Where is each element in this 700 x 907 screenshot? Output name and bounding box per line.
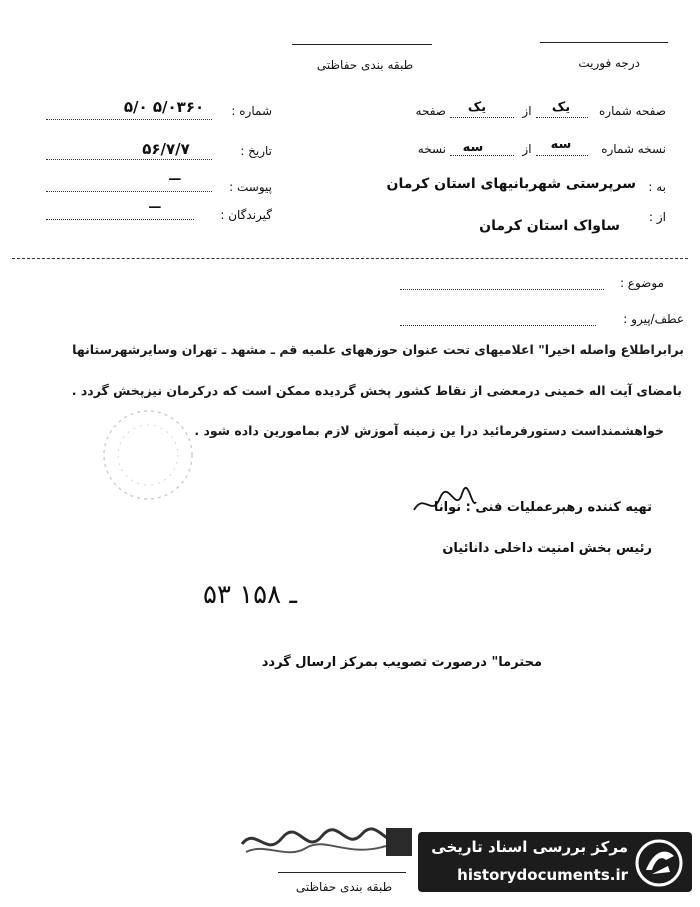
page-number-dots <box>536 116 588 118</box>
footer-rule <box>278 872 406 873</box>
body-line-2: بامضای آیت اله خمینی درمعضی از نقاط کشور پخش گردیده ممکن است که درکرمان نیزپخش گردد . <box>71 383 682 398</box>
copy-number-dots <box>536 154 588 156</box>
recipients-value: — <box>148 200 162 215</box>
date-label: تاریخ : <box>240 144 272 158</box>
signature-scribble <box>410 484 480 524</box>
redacted-stamp-scribble <box>236 822 416 864</box>
classification-rule <box>292 44 432 45</box>
recipients-dots <box>46 218 194 220</box>
from-value: ساواک استان کرمان <box>479 218 620 234</box>
attachment-dots <box>46 190 212 192</box>
attachment-value: — <box>168 172 182 187</box>
copy-number-value: سه <box>550 137 572 152</box>
prepared-by-signature: تهیه کننده رهبرعملیات فنی : نوانا <box>433 500 652 515</box>
to-value: سرپرستی شهربانیهای استان کرمان <box>386 176 636 192</box>
to-label: به : <box>648 180 666 194</box>
number-label: شماره : <box>231 104 272 118</box>
ref-dots <box>400 324 596 326</box>
watermark-title: مرکز بررسی اسناد تاریخی <box>431 838 628 856</box>
classification-label: طبقه بندی حفاظتی <box>316 58 414 72</box>
page-word: صفحه <box>415 104 446 118</box>
urgency-label: درجه فوریت <box>578 56 640 70</box>
faint-stamp-impression <box>88 400 208 510</box>
footer-classification-label: طبقه بندی حفاظتی <box>295 880 393 894</box>
copy-of-label: از <box>522 142 532 156</box>
page-number-label: صفحه شماره <box>599 104 666 118</box>
number-dots <box>46 118 212 120</box>
archive-logo-icon <box>632 836 686 890</box>
page-of-value: یک <box>467 100 487 115</box>
chief-signature: رئیس بخش امنیت داخلی دانائیان <box>442 541 652 556</box>
handwritten-number: ۵۳ ـ ۱۵۸ <box>203 580 297 610</box>
recipients-label: گیرندگان : <box>220 208 272 222</box>
subject-dots <box>400 288 604 290</box>
attachment-label: پیوست : <box>229 180 272 194</box>
page-of-dots <box>450 116 514 118</box>
approval-note: محترما" درصورت تصویب بمرکز ارسال گردد <box>261 655 542 670</box>
copy-of-value: سه <box>462 140 484 155</box>
page-number-value: یک <box>551 100 571 115</box>
header-separator <box>12 258 688 259</box>
number-value: ۵/۰ ۵/۰۳۶۰ <box>123 98 205 116</box>
urgency-rule <box>540 42 668 43</box>
from-label: از : <box>649 210 666 224</box>
watermark-url: historydocuments.ir <box>457 866 628 884</box>
page-of-label: از <box>522 104 532 118</box>
copy-number-label: نسخه شماره <box>601 142 666 156</box>
date-dots <box>46 158 212 160</box>
body-line-3: خواهشمنداست دستورفرمائید درا ین زمینه آموزش لازم بمامورین داده شود . <box>194 423 664 438</box>
copy-word: نسخه <box>417 142 446 156</box>
body-line-1: برابراطلاع واصله اخیرا" اعلامیهای تحت عنوان حوزههای علمیه قم ـ مشهد ـ تهران وسایرشهرستانها <box>72 342 684 357</box>
ref-label: عطف/پیرو : <box>623 312 684 326</box>
subject-label: موضوع : <box>619 276 664 290</box>
date-value: ۵۶/۷/۷ <box>142 140 190 158</box>
